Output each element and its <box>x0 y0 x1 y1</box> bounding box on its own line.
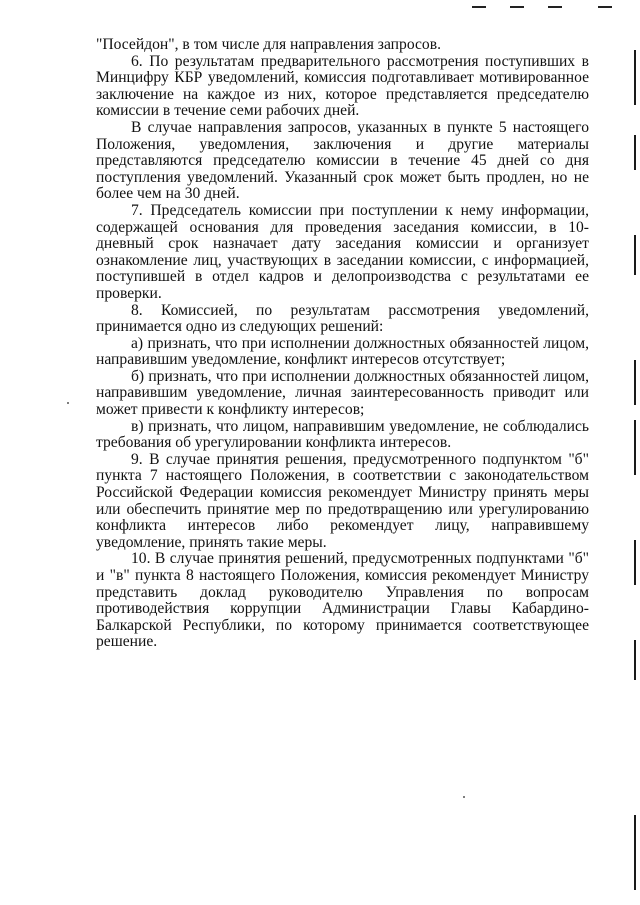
scan-edge-mark <box>472 6 486 8</box>
scan-edge-mark <box>510 6 524 8</box>
paragraph: 8. Комиссией, по результатам рассмотрения уведомлений, принимается одно из следующих решений: <box>96 301 589 336</box>
paragraph: в) признать, что лицом, направившим уведомление, не соблюдались требования об урегулировании конфликта интересов. <box>96 417 589 452</box>
paragraph: 10. В случае принятия решений, предусмотренных подпунктами "б" и "в" пункта 8 настоящего Положения, комиссия рекомендует Министру представить доклад руководителю Управления по вопросам противодействия коррупции Администрации Главы Кабардино-Балкарской Республики, по которому принимается соответствующее решение. <box>96 550 589 651</box>
scan-edge-mark <box>598 6 612 8</box>
scan-edge-line <box>634 235 636 275</box>
scan-edge-line <box>634 540 636 585</box>
document-body <box>96 37 589 651</box>
paragraph: "Посейдон", в том числе для направления запросов. <box>96 36 441 53</box>
paragraph: В случае направления запросов, указанных в пункте 5 настоящего Положения, уведомления, заключения и другие материалы представляются председателю комиссии в течение 45 дней со дня поступления уведомлений. Указанный срок может быть продлен, но не более чем на 30 дней. <box>96 118 589 203</box>
scan-speck <box>463 796 465 798</box>
scan-edge-line <box>634 815 636 890</box>
paragraph: 6. По результатам предварительного рассмотрения поступивших в Минцифру КБР уведомлений, комиссия подготавливает мотивированное заключение на каждое из них, которое представляется председателю комиссии в течение семи рабочих дней. <box>96 52 589 120</box>
scan-edge-line <box>634 50 636 105</box>
scan-edge-line <box>634 420 636 475</box>
paragraph: 7. Председатель комиссии при поступлении к нему информации, содержащей основания для проведения заседания комиссии, в 10-дневный срок назначает дату заседания комиссии и организует ознакомление лиц, участвующих в заседании комиссии, с информацией, поступившей в отдел кадров и делопроизводства с результатами ее проверки. <box>96 201 589 302</box>
scan-edge-line <box>634 360 636 405</box>
scan-edge-line <box>634 135 636 170</box>
paragraph: а) признать, что при исполнении должностных обязанностей лицом, направившим уведомление, конфликт интересов отсутствует; <box>96 334 589 369</box>
scan-edge-line <box>634 640 636 680</box>
scan-speck <box>67 402 69 404</box>
paragraph: 9. В случае принятия решения, предусмотренного подпунктом "б" пункта 7 настоящего Положения, в соответствии с законодательством Российской Федерации комиссия рекомендует Министру принять меры или обеспечить принятие мер по предотвращению или урегулированию конфликта интересов либо рекомендует лицу, направившему уведомление, принять такие меры. <box>96 450 589 551</box>
paragraph: б) признать, что при исполнении должностных обязанностей лицом, направившим уведомление, личная заинтересованность приводит или может привести к конфликту интересов; <box>96 367 589 419</box>
scan-edge-mark <box>548 6 562 8</box>
